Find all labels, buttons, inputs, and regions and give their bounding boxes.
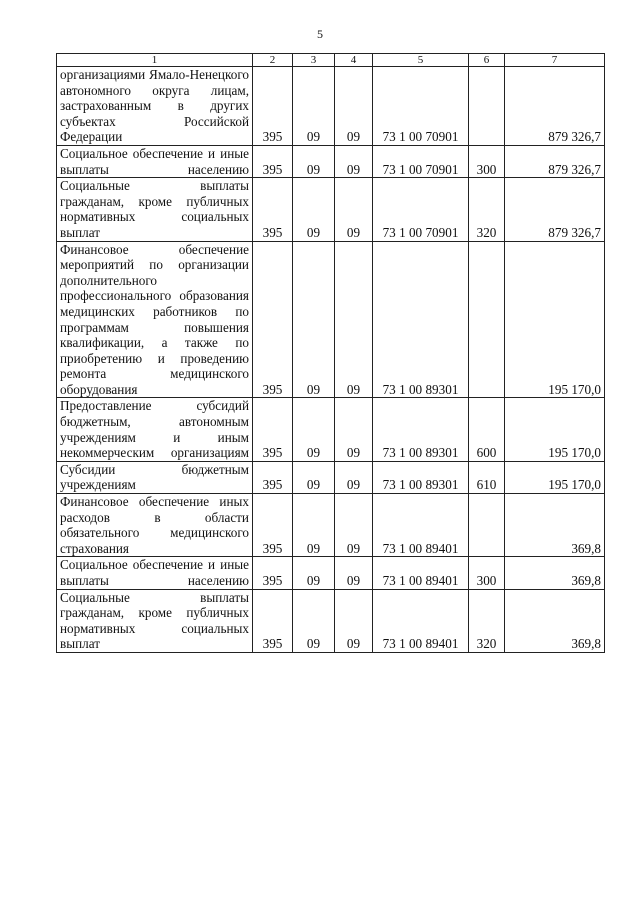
row-ministry: 395 — [253, 557, 293, 589]
row-section: 09 — [293, 398, 335, 461]
row-subsection: 09 — [335, 494, 373, 557]
row-expense-type — [469, 494, 505, 557]
header-cell: 7 — [505, 54, 605, 67]
row-amount: 195 170,0 — [505, 461, 605, 493]
row-amount: 369,8 — [505, 589, 605, 652]
row-section: 09 — [293, 178, 335, 241]
row-ministry: 395 — [253, 494, 293, 557]
header-cell: 2 — [253, 54, 293, 67]
row-amount: 369,8 — [505, 557, 605, 589]
row-expense-type — [469, 241, 505, 398]
row-expense-type: 320 — [469, 589, 505, 652]
row-ministry: 395 — [253, 589, 293, 652]
table-row — [57, 398, 605, 461]
row-expense-type: 600 — [469, 398, 505, 461]
table-row — [57, 557, 605, 589]
header-cell: 3 — [293, 54, 335, 67]
row-section: 09 — [293, 67, 335, 146]
row-target: 73 1 00 70901 — [373, 145, 469, 177]
row-target: 73 1 00 89301 — [373, 241, 469, 398]
row-section: 09 — [293, 494, 335, 557]
table-row — [57, 178, 605, 241]
row-name: Социальные выплаты гражданам, кроме публичных нормативных социальных выплат — [57, 589, 253, 652]
row-amount: 369,8 — [505, 494, 605, 557]
table-row — [57, 241, 605, 398]
row-section: 09 — [293, 557, 335, 589]
row-ministry: 395 — [253, 145, 293, 177]
row-name: Социальное обеспечение и иные выплаты населению — [57, 145, 253, 177]
row-expense-type: 300 — [469, 145, 505, 177]
row-expense-type: 320 — [469, 178, 505, 241]
header-cell: 4 — [335, 54, 373, 67]
row-target: 73 1 00 89401 — [373, 494, 469, 557]
row-name: Субсидии бюджетным учреждениям — [57, 461, 253, 493]
table-row — [57, 494, 605, 557]
table-row — [57, 67, 605, 146]
header-row — [57, 54, 605, 67]
row-subsection: 09 — [335, 398, 373, 461]
row-ministry: 395 — [253, 241, 293, 398]
row-ministry: 395 — [253, 398, 293, 461]
row-subsection: 09 — [335, 145, 373, 177]
page-number: 5 — [317, 27, 323, 41]
row-name: Финансовое обеспечение иных расходов в области обязательного медицинского страхования — [57, 494, 253, 557]
header-cell: 5 — [373, 54, 469, 67]
row-target: 73 1 00 89301 — [373, 398, 469, 461]
budget-table — [56, 53, 605, 653]
row-target: 73 1 00 89301 — [373, 461, 469, 493]
row-section: 09 — [293, 589, 335, 652]
row-name: Предоставление субсидий бюджетным, автономным учреждениям и иным некоммерческим организациям — [57, 398, 253, 461]
row-name: организациями Ямало-Ненецкого автономного округа лицам, застрахованным в других субъектах Российской Федерации — [57, 67, 253, 146]
row-amount: 195 170,0 — [505, 398, 605, 461]
row-ministry: 395 — [253, 178, 293, 241]
header-cell: 6 — [469, 54, 505, 67]
row-name: Социальные выплаты гражданам, кроме публичных нормативных социальных выплат — [57, 178, 253, 241]
row-expense-type: 300 — [469, 557, 505, 589]
row-expense-type: 610 — [469, 461, 505, 493]
row-section: 09 — [293, 461, 335, 493]
row-section: 09 — [293, 241, 335, 398]
row-name: Финансовое обеспечение мероприятий по организации дополнительного профессионального образования медицинских работников по программам повышения квалификации, а также по приобретению и проведению ремонта медицинского оборудования — [57, 241, 253, 398]
table-row — [57, 589, 605, 652]
row-subsection: 09 — [335, 557, 373, 589]
row-amount: 195 170,0 — [505, 241, 605, 398]
row-amount: 879 326,7 — [505, 145, 605, 177]
row-target: 73 1 00 89401 — [373, 589, 469, 652]
row-subsection: 09 — [335, 241, 373, 398]
row-subsection: 09 — [335, 178, 373, 241]
row-amount: 879 326,7 — [505, 178, 605, 241]
row-subsection: 09 — [335, 67, 373, 146]
row-target: 73 1 00 89401 — [373, 557, 469, 589]
row-subsection: 09 — [335, 589, 373, 652]
row-expense-type — [469, 67, 505, 146]
header-cell: 1 — [57, 54, 253, 67]
row-ministry: 395 — [253, 461, 293, 493]
row-ministry: 395 — [253, 67, 293, 146]
table-row — [57, 145, 605, 177]
row-name: Социальное обеспечение и иные выплаты населению — [57, 557, 253, 589]
table-row — [57, 461, 605, 493]
row-target: 73 1 00 70901 — [373, 67, 469, 146]
row-amount: 879 326,7 — [505, 67, 605, 146]
row-target: 73 1 00 70901 — [373, 178, 469, 241]
row-section: 09 — [293, 145, 335, 177]
row-subsection: 09 — [335, 461, 373, 493]
